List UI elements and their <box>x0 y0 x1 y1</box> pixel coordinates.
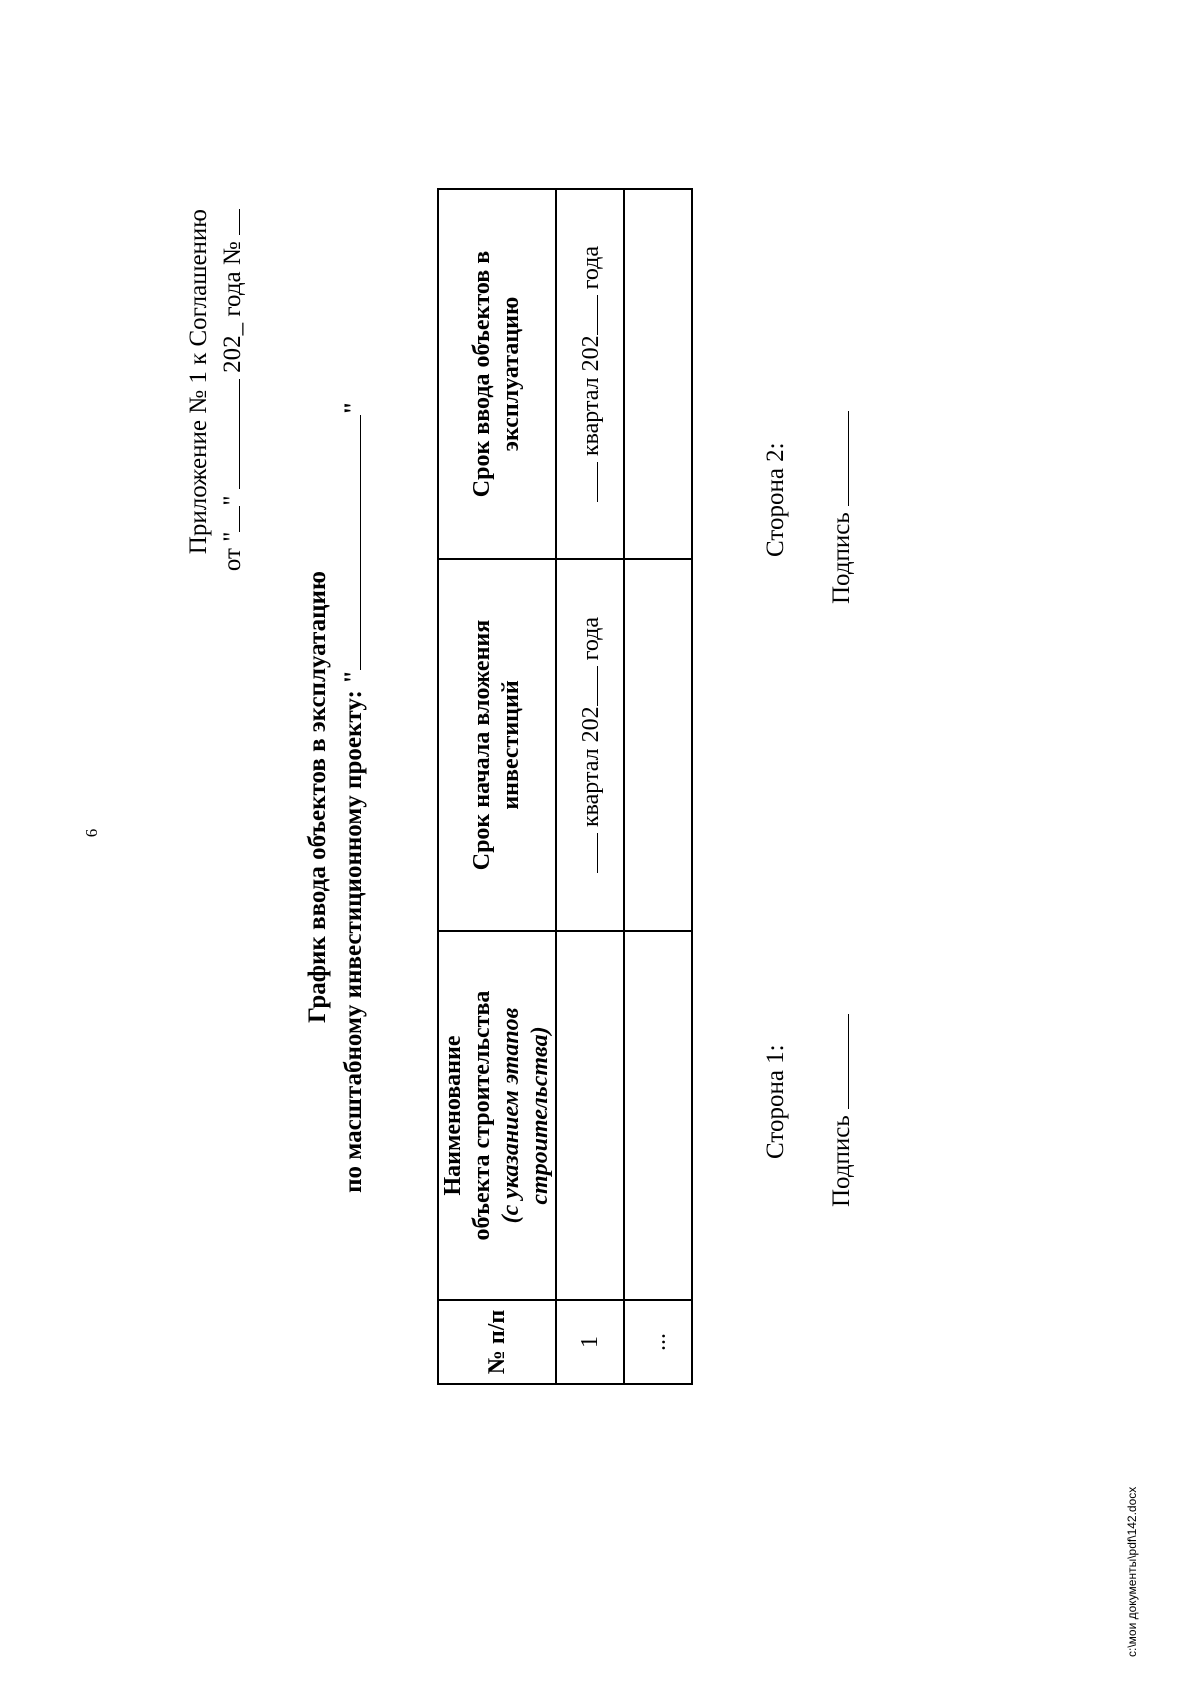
table-row <box>624 189 692 1384</box>
investment-start-cell <box>556 559 624 931</box>
commission-year-blank <box>575 295 598 335</box>
party-2-label: Сторона 2: <box>762 442 789 557</box>
commissioning-date-cell <box>556 189 624 559</box>
start-quarter-label: квартал 202 <box>578 706 604 828</box>
appendix-year: 202_ года № <box>219 241 246 373</box>
title-line-2-suffix: " <box>340 401 367 416</box>
header-object <box>438 931 556 1300</box>
header-commissioning-date: Срок ввода объектов в эксплуатацию <box>438 189 556 559</box>
signature-blank <box>826 411 849 506</box>
file-path-footer: c:\мои документы\pdf\142.docx <box>1125 1486 1139 1657</box>
document-title <box>300 297 372 1297</box>
header-object-line-1: Наименование <box>440 1035 466 1196</box>
title-line-2 <box>336 297 372 1297</box>
empty-cell <box>624 559 692 931</box>
row-number: 1 <box>556 1300 624 1384</box>
table-header-row <box>438 189 556 1384</box>
commission-year-label: года <box>578 245 604 290</box>
row-number-ellipsis: ... <box>624 1300 692 1384</box>
commission-quarter-label: квартал 202 <box>578 335 604 457</box>
start-year-label: года <box>578 616 604 661</box>
header-object-line-2: объекта строительства <box>469 990 495 1241</box>
appendix-quote-close: " <box>219 495 246 506</box>
signature-label: Подпись <box>828 512 855 604</box>
project-name-blank <box>338 415 361 670</box>
start-year-blank <box>575 666 598 706</box>
start-quarter-blank <box>575 833 598 873</box>
header-investment-start: Срок начала вложения инвестиций <box>438 559 556 931</box>
day-blank <box>217 506 240 532</box>
party-2-signature <box>826 411 856 604</box>
party-1-signature <box>826 1014 856 1207</box>
appendix-reference <box>182 209 250 571</box>
appendix-line-1: Приложение № 1 к Соглашению <box>185 209 212 555</box>
table-row <box>556 189 624 1384</box>
agreement-number-blank <box>217 209 240 235</box>
header-number: № п/п <box>438 1300 556 1384</box>
party-1-label: Сторона 1: <box>762 1044 789 1159</box>
commission-quarter-blank <box>575 462 598 502</box>
signature-label: Подпись <box>828 1115 855 1207</box>
title-line-2-prefix: по масштабному инвестиционному проекту: " <box>340 670 367 1193</box>
signature-blank <box>826 1014 849 1109</box>
page-number: 6 <box>82 828 101 838</box>
empty-cell <box>624 189 692 559</box>
appendix-line-2 <box>216 209 250 571</box>
appendix-date-prefix: от " <box>219 531 246 572</box>
title-line-1: График ввода объектов в эксплуатацию <box>304 571 331 1024</box>
object-name-cell <box>556 931 624 1300</box>
empty-cell <box>624 931 692 1300</box>
commissioning-schedule-table <box>437 188 693 1385</box>
header-object-hint: (с указанием этапов строительства) <box>498 1007 553 1224</box>
month-blank <box>217 379 240 489</box>
